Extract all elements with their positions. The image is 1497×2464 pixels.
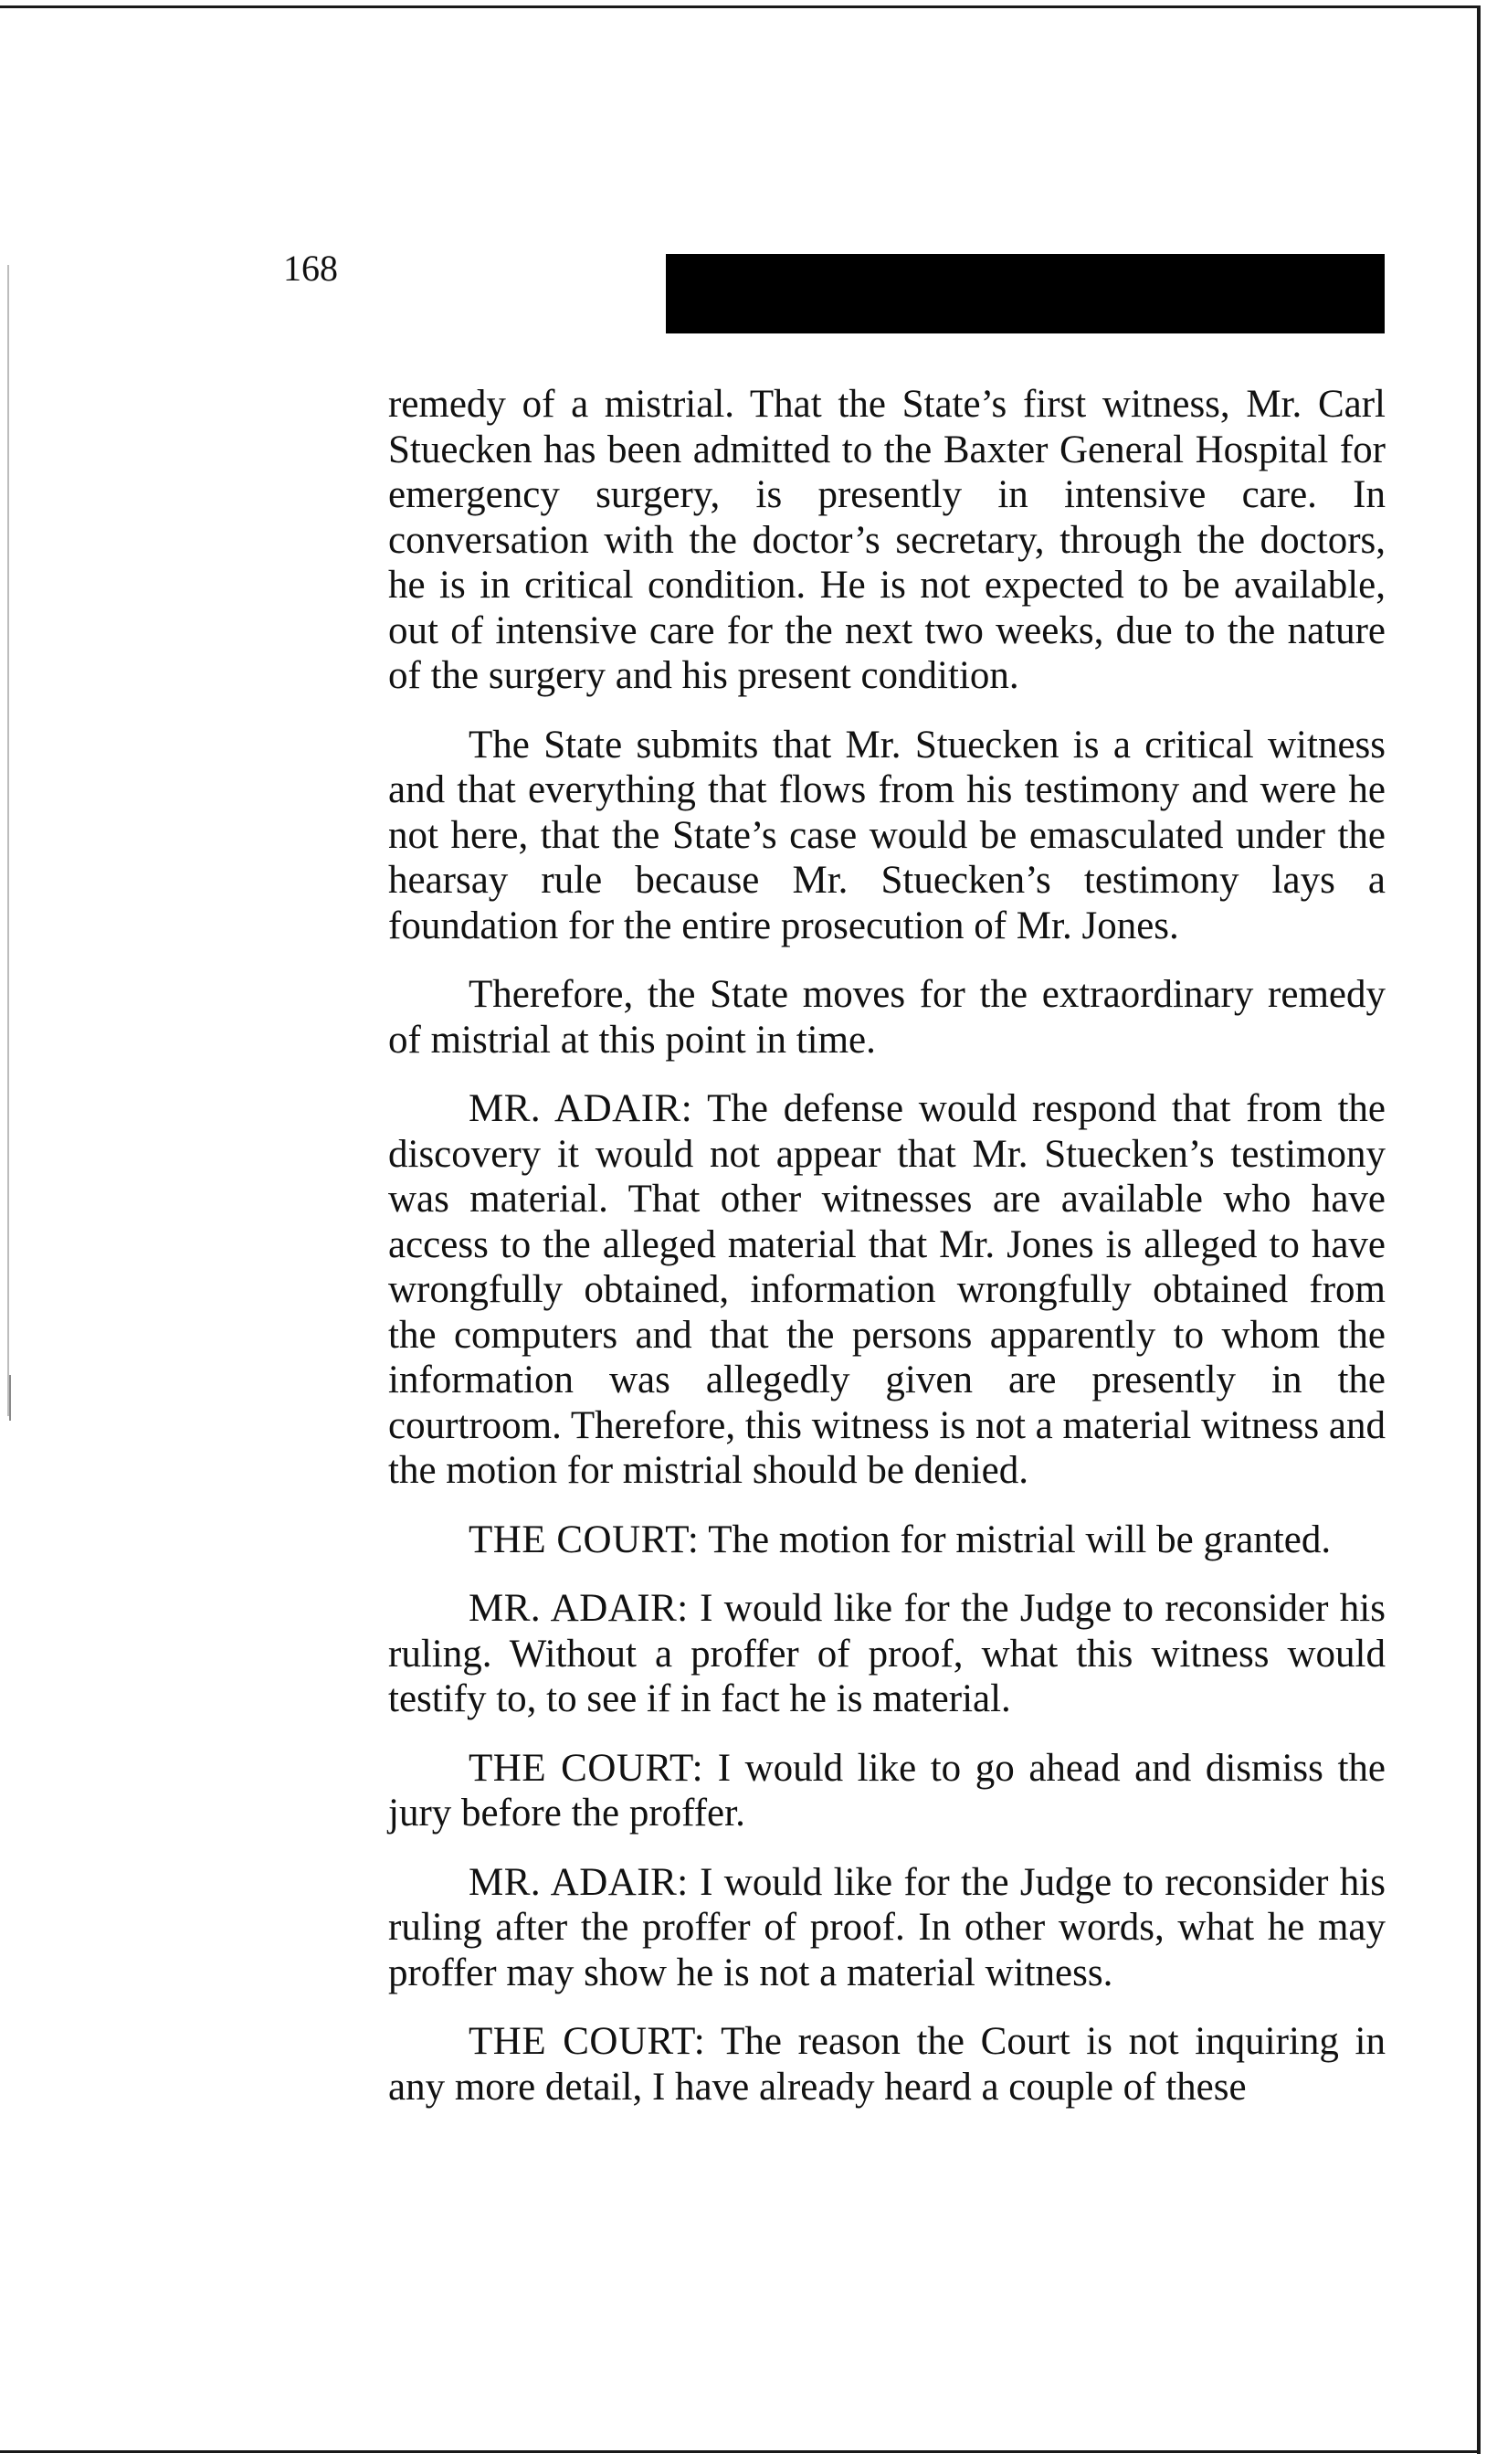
paragraph-text: The motion for mistrial will be granted.	[699, 1518, 1332, 1561]
paragraph-text: I would like to go ahead and dismiss the jury before the proffer.	[388, 1746, 1386, 1835]
scan-border-right	[1477, 5, 1481, 2454]
speaker-label: THE COURT:	[469, 2020, 706, 2063]
speaker-label: MR. ADAIR:	[469, 1860, 689, 1904]
paragraph-text: The State submits that Mr. Stuecken is a critical witness and that everything that flows from his testimony and were he not here, that the State’s case would be emasculated under the hearsay rule because Mr. Stuecken’s testimony lays a foundation for the entire prosecution of Mr. Jones.	[388, 723, 1386, 947]
speaker-label: THE COURT:	[469, 1746, 704, 1790]
transcript-paragraph	[388, 972, 1386, 1063]
scan-border-top	[0, 5, 1480, 8]
scan-border-bottom	[0, 2450, 1480, 2453]
paragraph-text: The reason the Court is not inquiring in any more detail, I have already heard a couple of these	[388, 2020, 1386, 2109]
transcript-paragraph	[388, 1860, 1386, 1996]
transcript-paragraph	[388, 723, 1386, 949]
paragraph-text: I would like for the Judge to reconsider his ruling after the proffer of proof. In other words, what he may proffer may show he is not a material witness.	[388, 1860, 1386, 1994]
transcript-paragraph	[388, 1586, 1386, 1722]
speaker-label: MR. ADAIR:	[469, 1587, 689, 1630]
speaker-label: MR. ADAIR:	[469, 1087, 693, 1130]
transcript-paragraph	[388, 1086, 1386, 1494]
paragraph-text: The defense would respond that from the discovery it would not appear that Mr. Stuecken’s testimony was material. That other witnesses are available who have access to the alleged material that Mr. Jones is alleged to have wrongfully obtained, information wrongfully obtained from the computers and that the persons apparently to whom the information was allegedly given are presently in the courtroom. Therefore, this witness is not a material witness and the motion for mistrial should be denied.	[388, 1087, 1386, 1492]
transcript-body	[388, 382, 1386, 2133]
page-number: 168	[283, 248, 338, 289]
paragraph-text: remedy of a mistrial. That the State’s first witness, Mr. Carl Stuecken has been admitted to the Baxter General Hospital for emergency surgery, is presently in intensive care. In conversation with the doctor’s secretary, through the doctors, he is in critical condition. He is not expected to be available, out of intensive care for the next two weeks, due to the nature of the surgery and his present condition.	[388, 383, 1386, 697]
scan-margin-mark	[7, 265, 9, 1416]
transcript-paragraph	[388, 1746, 1386, 1836]
paragraph-text: I would like for the Judge to reconsider his ruling. Without a proffer of proof, what this witness would testify to, to see if in fact he is material.	[388, 1587, 1386, 1720]
scan-margin-mark	[9, 1375, 11, 1421]
transcript-paragraph	[388, 2019, 1386, 2110]
redaction-block	[666, 254, 1385, 333]
transcript-paragraph	[388, 382, 1386, 699]
speaker-label: THE COURT:	[469, 1518, 700, 1561]
paragraph-text: Therefore, the State moves for the extraordinary remedy of mistrial at this point in time.	[388, 973, 1386, 1062]
transcript-paragraph	[388, 1518, 1386, 1563]
